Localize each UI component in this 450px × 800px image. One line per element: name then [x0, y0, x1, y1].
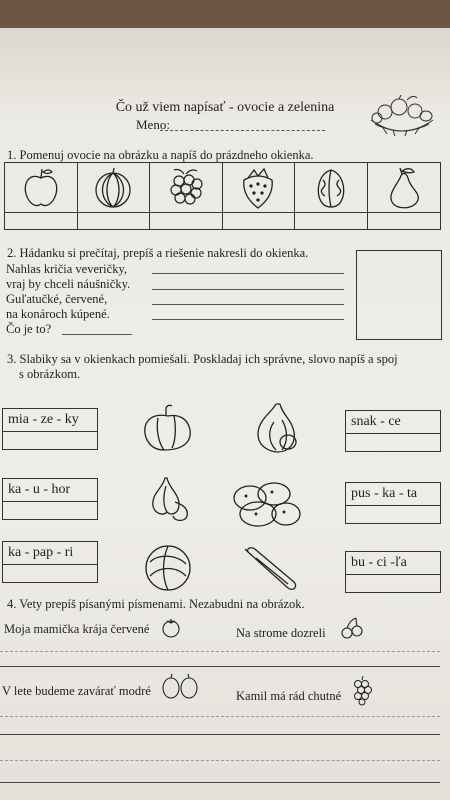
task3-instruction-cont: s obrázkom.	[19, 367, 81, 381]
syllable-box[interactable]	[345, 551, 441, 593]
plums-icon	[160, 672, 200, 700]
pepper-icon[interactable]	[138, 404, 196, 456]
cucumber-icon[interactable]	[244, 544, 300, 594]
worksheet-title: Čo už viem napísať - ovocie a zelenina	[115, 100, 335, 115]
fruit-cell	[295, 163, 368, 213]
fruit-cell	[5, 163, 78, 213]
sentence-2: Na strome dozreli	[236, 626, 326, 640]
task3-instruction: 3. Slabiky sa v okienkach pomiešali. Poskladaj ich správne, slovo napíš a spoj	[7, 352, 398, 366]
task2-instruction: 2. Hádanku si prečítaj, prepíš a riešenie nakresli do okienka.	[7, 246, 309, 260]
name-line[interactable]	[160, 130, 325, 131]
syllable-text: pus - ka - ta	[346, 483, 440, 506]
melon-icon	[91, 166, 135, 210]
riddle-line: Guľatučké, červené,	[6, 292, 108, 306]
grapes-icon	[352, 676, 374, 706]
answer-cell[interactable]	[78, 213, 151, 229]
syllable-text: ka - u - hor	[3, 479, 97, 502]
apple-icon	[21, 166, 61, 210]
fruit-cell	[78, 163, 151, 213]
strawberry-icon	[238, 166, 278, 210]
riddle-line: na konároch kúpené.	[6, 307, 110, 321]
fruit-grid	[4, 162, 441, 230]
answer-cell[interactable]	[295, 213, 368, 229]
syllable-text: bu - ci -ľa	[346, 552, 440, 575]
rewrite-line[interactable]	[152, 319, 344, 320]
answer-line[interactable]	[62, 334, 132, 335]
answer-cell[interactable]	[368, 213, 441, 229]
garlic-icon[interactable]	[145, 474, 195, 524]
writing-line[interactable]	[0, 782, 440, 783]
answer-cell[interactable]	[5, 213, 78, 229]
writing-guide	[0, 651, 440, 652]
name-label: Meno:	[136, 117, 170, 132]
sentence-1: Moja mamička krája červené	[4, 622, 150, 636]
riddle-line: Nahlas kričia veveričky,	[6, 262, 128, 276]
syllable-box[interactable]	[345, 482, 441, 524]
sentence-4: Kamil má rád chutné	[236, 689, 342, 703]
syllable-text: ka - pap - ri	[3, 542, 97, 565]
riddle-line: vraj by chceli náušničky.	[6, 277, 131, 291]
syllable-text: snak - ce	[346, 411, 440, 434]
fruit-cell	[368, 163, 441, 213]
writing-line[interactable]	[0, 734, 440, 735]
writing-guide	[0, 716, 440, 717]
rewrite-line[interactable]	[152, 273, 344, 274]
syllable-text: mia - ze - ky	[3, 409, 97, 432]
task4-instruction: 4. Vety prepíš písanými písmenami. Nezabudni na obrázok.	[7, 597, 305, 611]
fruit-cell	[150, 163, 223, 213]
sentence-3: V lete budeme zavárať modré	[2, 684, 151, 698]
riddle-question: Čo je to?	[6, 322, 52, 336]
drawing-box[interactable]	[356, 250, 442, 340]
writing-guide	[0, 760, 440, 761]
fruit-basket-icon	[363, 94, 441, 144]
syllable-box[interactable]	[345, 410, 441, 452]
raspberry-icon	[166, 166, 206, 210]
tomato-icon	[160, 616, 182, 638]
potatoes-icon[interactable]	[228, 480, 304, 530]
rewrite-line[interactable]	[152, 304, 344, 305]
answer-cell[interactable]	[150, 213, 223, 229]
syllable-box[interactable]	[2, 408, 98, 450]
answer-cell[interactable]	[223, 213, 296, 229]
fruit-cell	[223, 163, 296, 213]
cabbage-icon[interactable]	[140, 540, 196, 594]
rewrite-line[interactable]	[152, 289, 344, 290]
task1-instruction: 1. Pomenuj ovocie na obrázku a napíš do prázdneho okienka.	[7, 148, 314, 162]
pear-icon	[384, 166, 424, 210]
syllable-box[interactable]	[2, 478, 98, 520]
onion-icon[interactable]	[252, 400, 302, 456]
syllable-box[interactable]	[2, 541, 98, 583]
cherries-icon	[340, 616, 364, 640]
writing-line[interactable]	[0, 666, 440, 667]
walnut-icon	[311, 166, 351, 210]
